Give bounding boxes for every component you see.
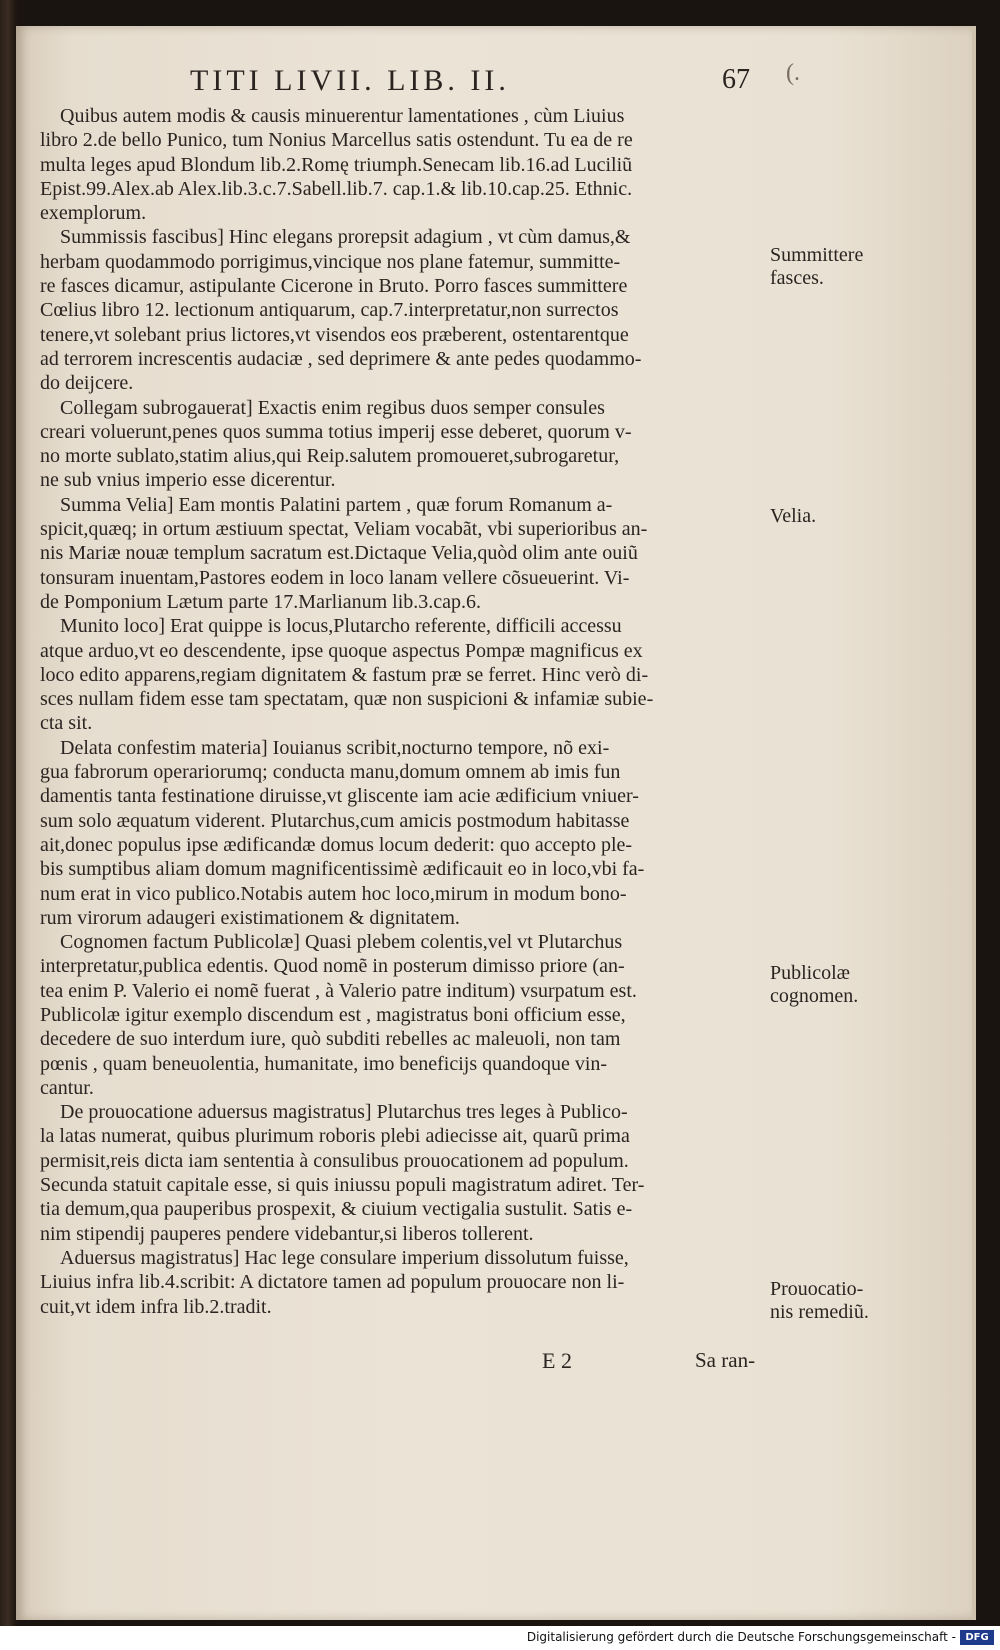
corner-mark: (. bbox=[786, 60, 800, 86]
text-line: Summissis fascibus] Hinc elegans prorepsit adagium , vt cùm damus,& bbox=[60, 226, 631, 249]
text-line: Summa Velia] Eam montis Palatini partem , quæ forum Romanum a- bbox=[60, 493, 613, 516]
paragraph bbox=[40, 930, 770, 1100]
text-line: permisit,reis dicta iam sententia à consulibus prouocationem ad populum. bbox=[40, 1149, 629, 1172]
text-line: nim stipendij pauperes pendere videbantur,si liberos tollerent. bbox=[40, 1222, 534, 1245]
commentary-text bbox=[40, 104, 770, 1319]
running-head bbox=[190, 64, 750, 104]
text-line: creari voluerunt,penes quos summa totius imperij esse deberet, quorum v- bbox=[40, 420, 632, 443]
text-line: Munito loco] Erat quippe is locus,Plutarcho referente, difficili accessu bbox=[60, 615, 622, 638]
text-line: Secunda statuit capitale esse, si quis iniussu populi magistratum adiret. Ter- bbox=[40, 1174, 645, 1197]
text-line: pœnis , quam beneuolentia, humanitate, imo beneficijs quandoque vin- bbox=[40, 1052, 608, 1075]
text-line: Cœlius libro 12. lectionum antiquarum, cap.7.interpretatur,non surrectos bbox=[40, 299, 619, 322]
margin-note-line: Publicolæ bbox=[770, 962, 851, 984]
text-line: libro 2.de bello Punico, tum Nonius Marcellus satis ostendunt. Tu ea de re bbox=[40, 129, 633, 152]
paragraph bbox=[40, 225, 770, 395]
text-line: cuit,vt idem infra lib.2.tradit. bbox=[40, 1295, 272, 1318]
text-line: Epist.99.Alex.ab Alex.lib.3.c.7.Sabell.lib.7. cap.1.& lib.10.cap.25. Ethnic. bbox=[40, 177, 633, 200]
text-line: Publicolæ igitur exemplo discendum est , magistratus boni officium esse, bbox=[40, 1003, 626, 1026]
paragraph bbox=[40, 614, 770, 735]
text-line: bis sumptibus aliam domum magnificentissimè ædificauit eo in loco,vbi fa- bbox=[40, 858, 645, 881]
paragraph bbox=[40, 493, 770, 614]
text-line: re fasces dicamur, astipulante Cicerone in Bruto. Porro fasces summittere bbox=[40, 275, 628, 298]
text-line: no morte sublato,statim alius,qui Reip.salutem promoueret,subrogaretur, bbox=[40, 445, 620, 468]
text-line: Quibus autem modis & causis minuerentur lamentationes , cùm Liuius bbox=[60, 105, 625, 127]
text-line: ait,donec populus ipse ædificandæ domus locum dederit: quo accepto ple- bbox=[40, 833, 633, 856]
text-line: exemplorum. bbox=[40, 202, 147, 225]
margin-note-line: cognomen. bbox=[770, 985, 859, 1007]
text-line: rum virorum adaugeri existimationem & dignitatem. bbox=[40, 906, 460, 929]
text-line: sces nullam fidem esse tam spectatam, quæ non suspicioni & infamiæ subie- bbox=[40, 688, 654, 711]
text-line: loco edito apparens,regiam dignitatem & fastum præ se ferret. Hinc verò di- bbox=[40, 663, 649, 686]
paragraph bbox=[40, 736, 770, 930]
page-number: 67 bbox=[722, 64, 750, 95]
margin-note-line: Summittere bbox=[770, 244, 864, 266]
margin-note-line: fasces. bbox=[770, 267, 824, 289]
text-line: do deijcere. bbox=[40, 372, 134, 395]
text-line: sum solo æquatum viderent. Plutarchus,cum amicis postmodum habitasse bbox=[40, 809, 630, 832]
text-line: gua fabrorum operariorumq; conducta manu,domum omnem ab imis fun bbox=[40, 761, 621, 784]
text-line: la latas numerat, quibus plurimum roboris plebi adiecisse ait, quarũ prima bbox=[40, 1125, 630, 1148]
text-line: nis Mariæ nouæ templum sacratum est.Dictaque Velia,quòd olim ante ouiũ bbox=[40, 542, 638, 565]
text-line: multa leges apud Blondum lib.2.Romę triumph.Senecam lib.16.ad Luciliũ bbox=[40, 153, 633, 176]
text-line: tia demum,qua pauperibus prospexit, & ciuium vectigalia sustulit. Satis e- bbox=[40, 1198, 633, 1221]
text-line: spicit,quæq; in ortum æstiuum spectat, Veliam vocabãt, vbi superioribus an- bbox=[40, 518, 648, 541]
text-line: Delata confestim materia] Iouianus scribit,nocturno tempore, nõ exi- bbox=[60, 736, 610, 759]
text-line: ad terrorem increscentis audaciæ , sed deprimere & ante pedes quodammo- bbox=[40, 347, 642, 370]
text-line: atque arduo,vt eo descendente, ipse quoque aspectus Pompæ magnificus ex bbox=[40, 639, 643, 662]
text-line: De prouocatione aduersus magistratus] Plutarchus tres leges à Publico- bbox=[60, 1101, 628, 1124]
margin-note-line: nis remediũ. bbox=[770, 1301, 869, 1323]
margin-note-prouocatio bbox=[770, 1278, 970, 1324]
text-line: num erat in vico publico.Notabis autem hoc loco,mirum in modum bono- bbox=[40, 882, 627, 905]
text-line: de Pomponium Lætum parte 17.Marlianum lib.3.cap.6. bbox=[40, 590, 482, 613]
text-line: Cognomen factum Publicolæ] Quasi plebem colentis,vel vt Plutarchus bbox=[60, 931, 623, 954]
text-line: ne sub vnius imperio esse dicerentur. bbox=[40, 469, 336, 492]
footer-text: Digitalisierung gefördert durch die Deutsche Forschungsgemeinschaft - bbox=[526, 1630, 956, 1644]
text-line: Liuius infra lib.4.scribit: A dictatore tamen ad populum prouocare non li- bbox=[40, 1271, 625, 1294]
margin-note-line: Prouocatio- bbox=[770, 1278, 864, 1300]
dfg-logo: DFG bbox=[960, 1630, 994, 1645]
text-line: interpretatur,publica edentis. Quod nomẽ in posterum dimisso priore (an- bbox=[40, 955, 625, 978]
text-line: tenere,vt solebant prius lictores,vt visendos eos præberent, ostentarentque bbox=[40, 323, 629, 346]
paragraph bbox=[40, 1246, 770, 1319]
margin-note-velia bbox=[770, 505, 970, 528]
footer-bar bbox=[0, 1626, 1000, 1650]
paragraph bbox=[40, 396, 770, 493]
text-line: cta sit. bbox=[40, 712, 93, 735]
text-line: Collegam subrogauerat] Exactis enim regibus duos semper consules bbox=[60, 396, 605, 419]
catchword: Sa ran- bbox=[695, 1348, 756, 1372]
signature-mark: E 2 bbox=[542, 1348, 572, 1373]
margin-note-publicolae bbox=[770, 962, 970, 1008]
paragraph bbox=[40, 104, 770, 225]
margin-note-line: Velia. bbox=[770, 505, 817, 527]
text-line: cantur. bbox=[40, 1076, 94, 1099]
text-line: herbam quodammodo porrigimus,vincique nos plane fatemur, summitte- bbox=[40, 250, 621, 273]
text-line: damentis tanta festinatione diruisse,vt gliscente iam acie ædificium vniuer- bbox=[40, 785, 639, 808]
text-line: Aduersus magistratus] Hac lege consulare imperium dissolutum fuisse, bbox=[60, 1246, 629, 1269]
text-line: decedere de suo interdum iure, quò subditi rebelles ac maleuoli, non tam bbox=[40, 1028, 621, 1051]
paragraph bbox=[40, 1100, 770, 1246]
text-line: tonsuram inuentam,Pastores eodem in loco lanam vellere cõsueuerint. Vi- bbox=[40, 566, 630, 589]
text-line: tea enim P. Valerio ei nomẽ fuerat , à Valerio patre inditum) vsurpatum est. bbox=[40, 979, 637, 1002]
running-head-title: TITI LIVII. LIB. II. bbox=[190, 64, 510, 97]
margin-note-summittere bbox=[770, 244, 970, 290]
